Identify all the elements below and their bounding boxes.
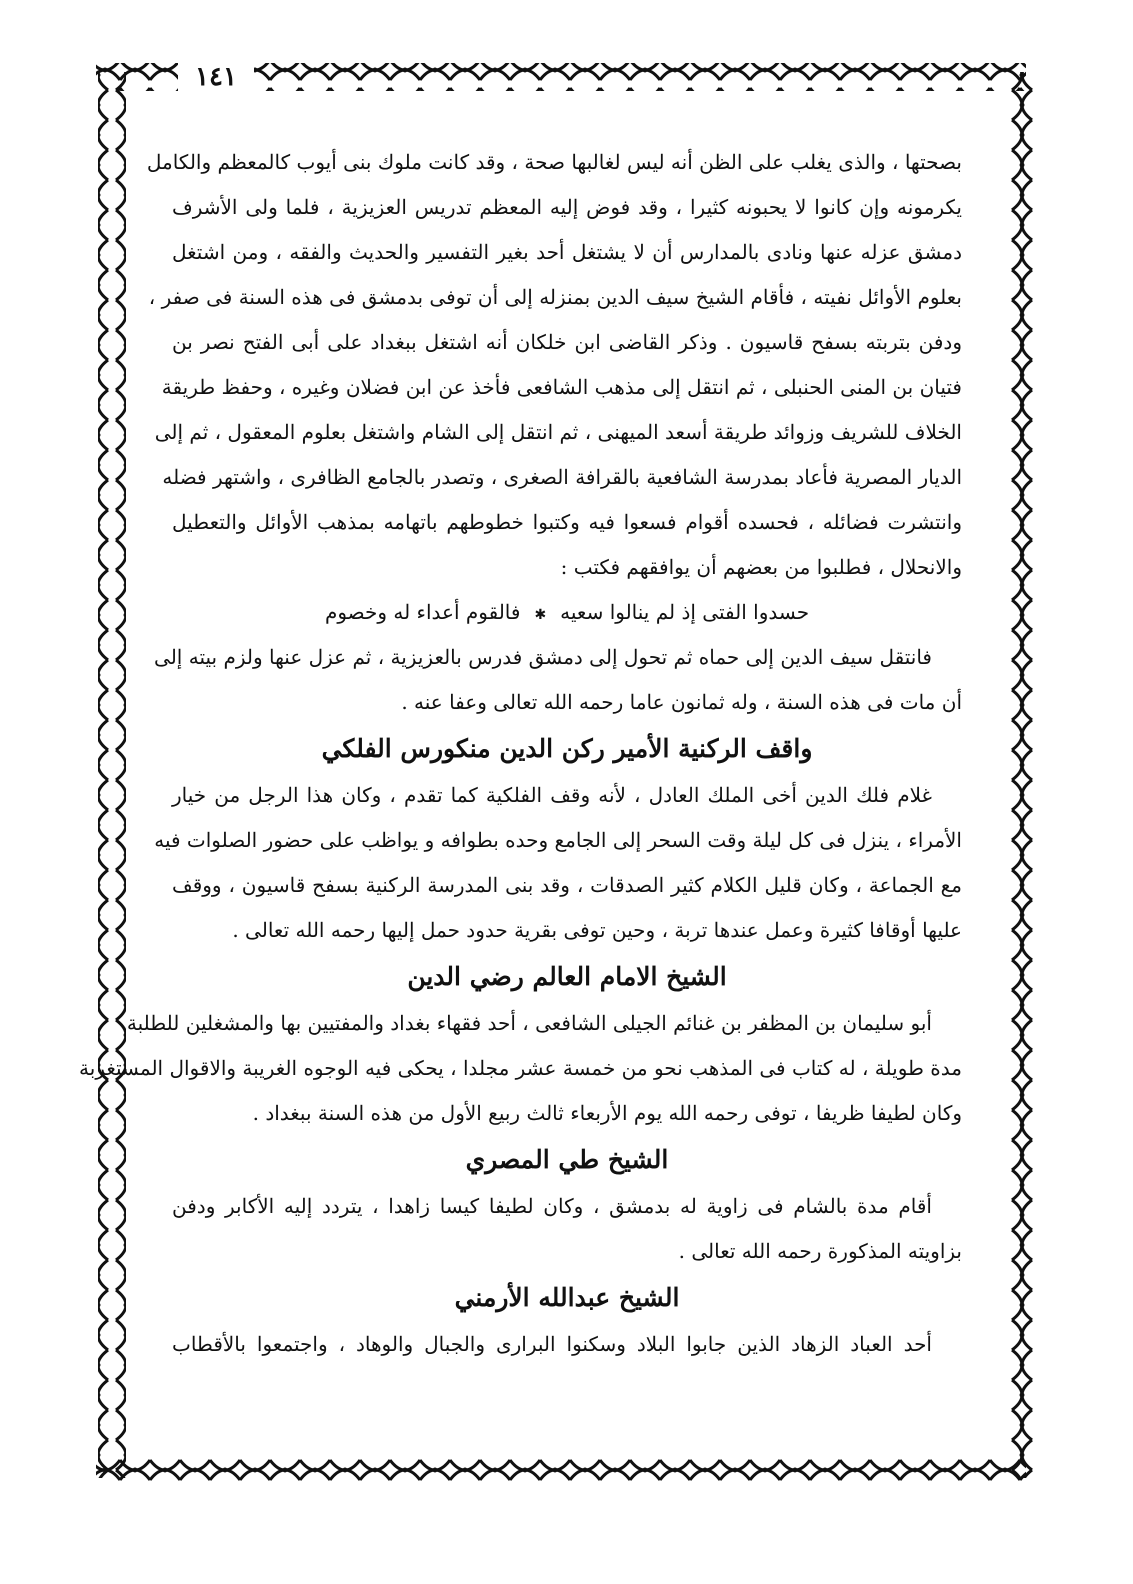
text-line: الأمراء ، ينزل فى كل ليلة وقت السحر إلى الجامع وحده بطوافه و يواظب على حضور الصلوات فيه	[154, 828, 962, 852]
border-bottom	[96, 1456, 1026, 1484]
text-line: عليها أوقافا كثيرة وعمل عندها تربة ، وحين توفى بقرية حدود حمل إليها رحمه الله تعالى .	[232, 918, 962, 942]
poetry-verse	[172, 590, 962, 635]
text-line: بصحتها ، والذى يغلب على الظن أنه ليس لغالبها صحة ، وقد كانت ملوك بنى أيوب كالمعظم والكامل	[146, 150, 962, 174]
section-heading: الشيخ عبدالله الأرمني	[454, 1283, 680, 1312]
text-line: مدة طويلة ، له كتاب فى المذهب نحو من خمسة عشر مجلدا ، يحكى فيه الوجوه الغريبة والاقوال المستغربة	[79, 1056, 962, 1080]
text-line: يكرمونه وإن كانوا لا يحبونه كثيرا ، وقد فوض إليه المعظم تدريس العزيزية ، فلما ولى الأشرف	[172, 195, 962, 219]
text-line: بزاويته المذكورة رحمه الله تعالى .	[678, 1239, 962, 1263]
text-line: دمشق عزله عنها ونادى بالمدارس أن لا يشتغل أحد بغير التفسير والحديث والفقه ، ومن اشتغل	[172, 240, 962, 264]
page-body	[79, 140, 962, 1367]
verse-second-hemistich: فالقوم أعداء له وخصوم	[324, 600, 521, 624]
text-line: ودفن بتربته بسفح قاسيون . وذكر القاضى ابن خلكان أنه اشتغل ببغداد على أبى الفتح نصر بن	[172, 330, 962, 354]
paragraph-2	[154, 635, 962, 725]
text-line: فانتقل سيف الدين إلى حماه ثم تحول إلى دمشق فدرس بالعزيزية ، ثم عزل عنها ولزم بيته إلى	[154, 645, 932, 669]
text-line: مع الجماعة ، وكان قليل الكلام كثير الصدقات ، وقد بنى المدرسة الركنية بسفح قاسيون ، ووقف	[172, 873, 962, 897]
paragraph-4	[79, 1001, 962, 1136]
text-line: أقام مدة بالشام فى زاوية له بدمشق ، وكان لطيفا كيسا زاهدا ، يتردد إليه الأكابر ودفن	[172, 1194, 932, 1218]
text-line: والانحلال ، فطلبوا من بعضهم أن يوافقهم فكتب :	[560, 555, 962, 579]
text-line: أبو سليمان بن المظفر بن غنائم الجيلى الشافعى ، أحد فقهاء بغداد والمفتيين بها والمشغلين للطلبة	[126, 1011, 932, 1035]
text-line: وانتشرت فضائله ، فحسده أقوام فسعوا فيه وكتبوا خطوطهم باتهامه بمذهب الأوائل والتعطيل	[172, 510, 962, 534]
section-heading: الشيخ طي المصري	[465, 1145, 669, 1174]
paragraph-1	[146, 140, 962, 590]
text-line: أحد العباد الزهاد الذين جابوا البلاد وسكنوا البرارى والجبال والوهاد ، واجتمعوا بالأقطاب	[172, 1332, 932, 1356]
page-number: ١٤١	[178, 60, 254, 94]
verse-separator-icon: ✱	[534, 607, 547, 623]
section-heading: الشيخ الامام العالم رضي الدين	[407, 962, 727, 991]
paragraph-6	[172, 1322, 962, 1367]
text-line: الخلاف للشريف وزوائد طريقة أسعد الميهنى ، ثم انتقل إلى الشام واشتغل بعلوم المعقول ، ثم إلى	[154, 420, 962, 444]
section-heading: واقف الركنية الأمير ركن الدين منكورس الفلكي	[321, 734, 813, 763]
text-line: غلام فلك الدين أخى الملك العادل ، لأنه وقف الفلكية كما تقدم ، وكان هذا الرجل من خيار	[172, 783, 932, 807]
text-line: وكان لطيفا ظريفا ، توفى رحمه الله يوم الأربعاء ثالث ربيع الأول من هذه السنة ببغداد .	[252, 1101, 962, 1125]
text-line: الديار المصرية فأعاد بمدرسة الشافعية بالقرافة الصغرى ، وتصدر بالجامع الظافرى ، واشتهر فضله	[162, 465, 962, 489]
text-line: فتيان بن المنى الحنبلى ، ثم انتقل إلى مذهب الشافعى فأخذ عن ابن فضلان وغيره ، وحفظ طريقة	[161, 375, 962, 399]
border-left	[98, 72, 126, 1478]
verse-first-hemistich: حسدوا الفتى إذ لم ينالوا سعيه	[560, 600, 810, 624]
text-line: بعلوم الأوائل نفيته ، فأقام الشيخ سيف الدين بمنزله إلى أن توفى بدمشق فى هذه السنة فى صفر ،	[148, 285, 962, 309]
text-line: أن مات فى هذه السنة ، وله ثمانون عاما رحمه الله تعالى وعفا عنه .	[401, 690, 962, 714]
border-right	[1010, 72, 1038, 1478]
paragraph-5	[172, 1184, 962, 1274]
paragraph-3	[154, 773, 962, 953]
